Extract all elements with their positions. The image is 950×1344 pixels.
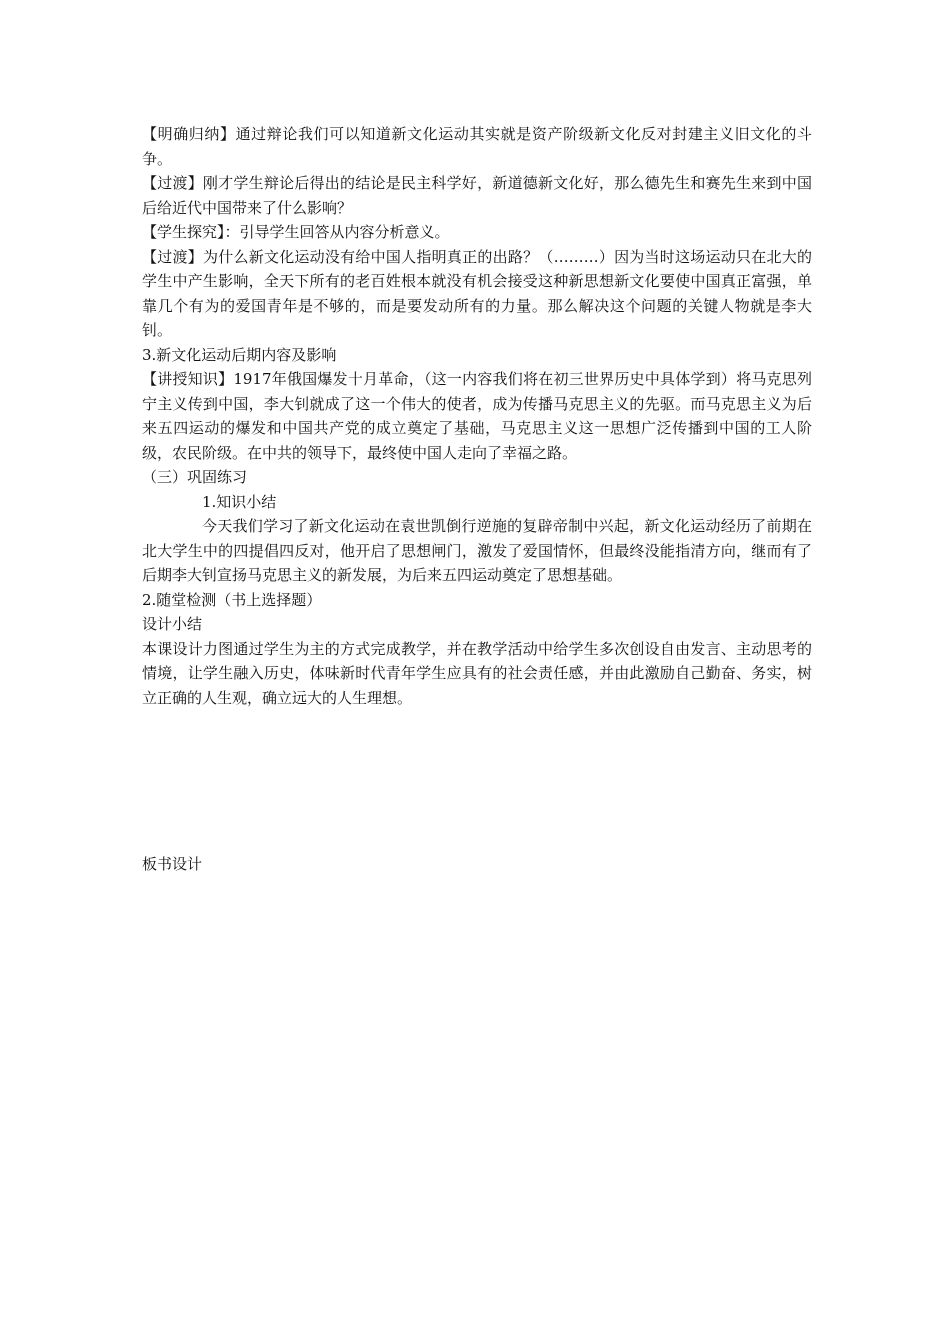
student-inquiry-paragraph: 【学生探究】：引导学生回答从内容分析意义。: [142, 223, 450, 241]
knowledge-summary-heading: 1.知识小结: [202, 492, 277, 511]
knowledge-summary-paragraph: 今天我们学习了新文化运动在袁世凯倒行逆施的复辟帝制中兴起，新文化运动经历了前期在北大学生中的四提倡四反对，他开启了思想闸门，激发了爱国情怀，但最终没能指清方向，继而有了后期李大钊宣扬马克思主义的新发展，为后来五四运动奠定了思想基础。: [142, 517, 812, 584]
design-summary-paragraph: 本课设计力图通过学生为主的方式完成教学，并在教学活动中给学生多次创设自由发言、主动思考的情境，让学生融入历史，体味新时代青年学生应具有的社会责任感，并由此激励自己勤奋、务实，树立正确的人生观，确立远大的人生理想。: [142, 639, 812, 707]
section-heading-3: 3.新文化运动后期内容及影响: [142, 345, 337, 364]
transition-paragraph-2: 【过渡】为什么新文化运动没有给中国人指明真正的出路？（………）因为当时这场运动只在北大的学生中产生影响，全天下所有的老百姓根本就没有机会接受这种新思想新文化要使中国真正富强，单靠几个有为的爱国青年是不够的，而是要发动所有的力量。那么解决这个问题的关键人物就是李大钊。: [142, 247, 812, 339]
transition-paragraph-1: 【过渡】刚才学生辩论后得出的结论是民主科学好，新道德新文化好，那么德先生和赛先生来到中国后给近代中国带来了什么影响？: [142, 174, 812, 217]
quiz-heading: 2.随堂检测（书上选择题）: [142, 590, 322, 609]
document-page: [142, 122, 812, 877]
summary-paragraph: 【明确归纳】通过辩论我们可以知道新文化运动其实就是资产阶级新文化反对封建主义旧文化的斗争。: [142, 125, 812, 168]
practice-heading: （三）巩固练习: [142, 468, 248, 486]
board-design-heading: 板书设计: [142, 855, 203, 873]
lecture-paragraph: 【讲授知识】1917年俄国爆发十月革命，（这一内容我们将在初三世界历史中具体学到）将马克思列宁主义传到中国，李大钊就成了这一个伟大的使者，成为传播马克思主义的先驱。而马克思主义为后来五四运动的爆发和中国共产党的成立奠定了基础，马克思主义这一思想广泛传播到中国的工人阶级，农民阶级。在中共的领导下，最终使中国人走向了幸福之路。: [142, 370, 812, 462]
blank-space: [142, 710, 812, 852]
design-summary-heading: 设计小结: [142, 615, 203, 633]
